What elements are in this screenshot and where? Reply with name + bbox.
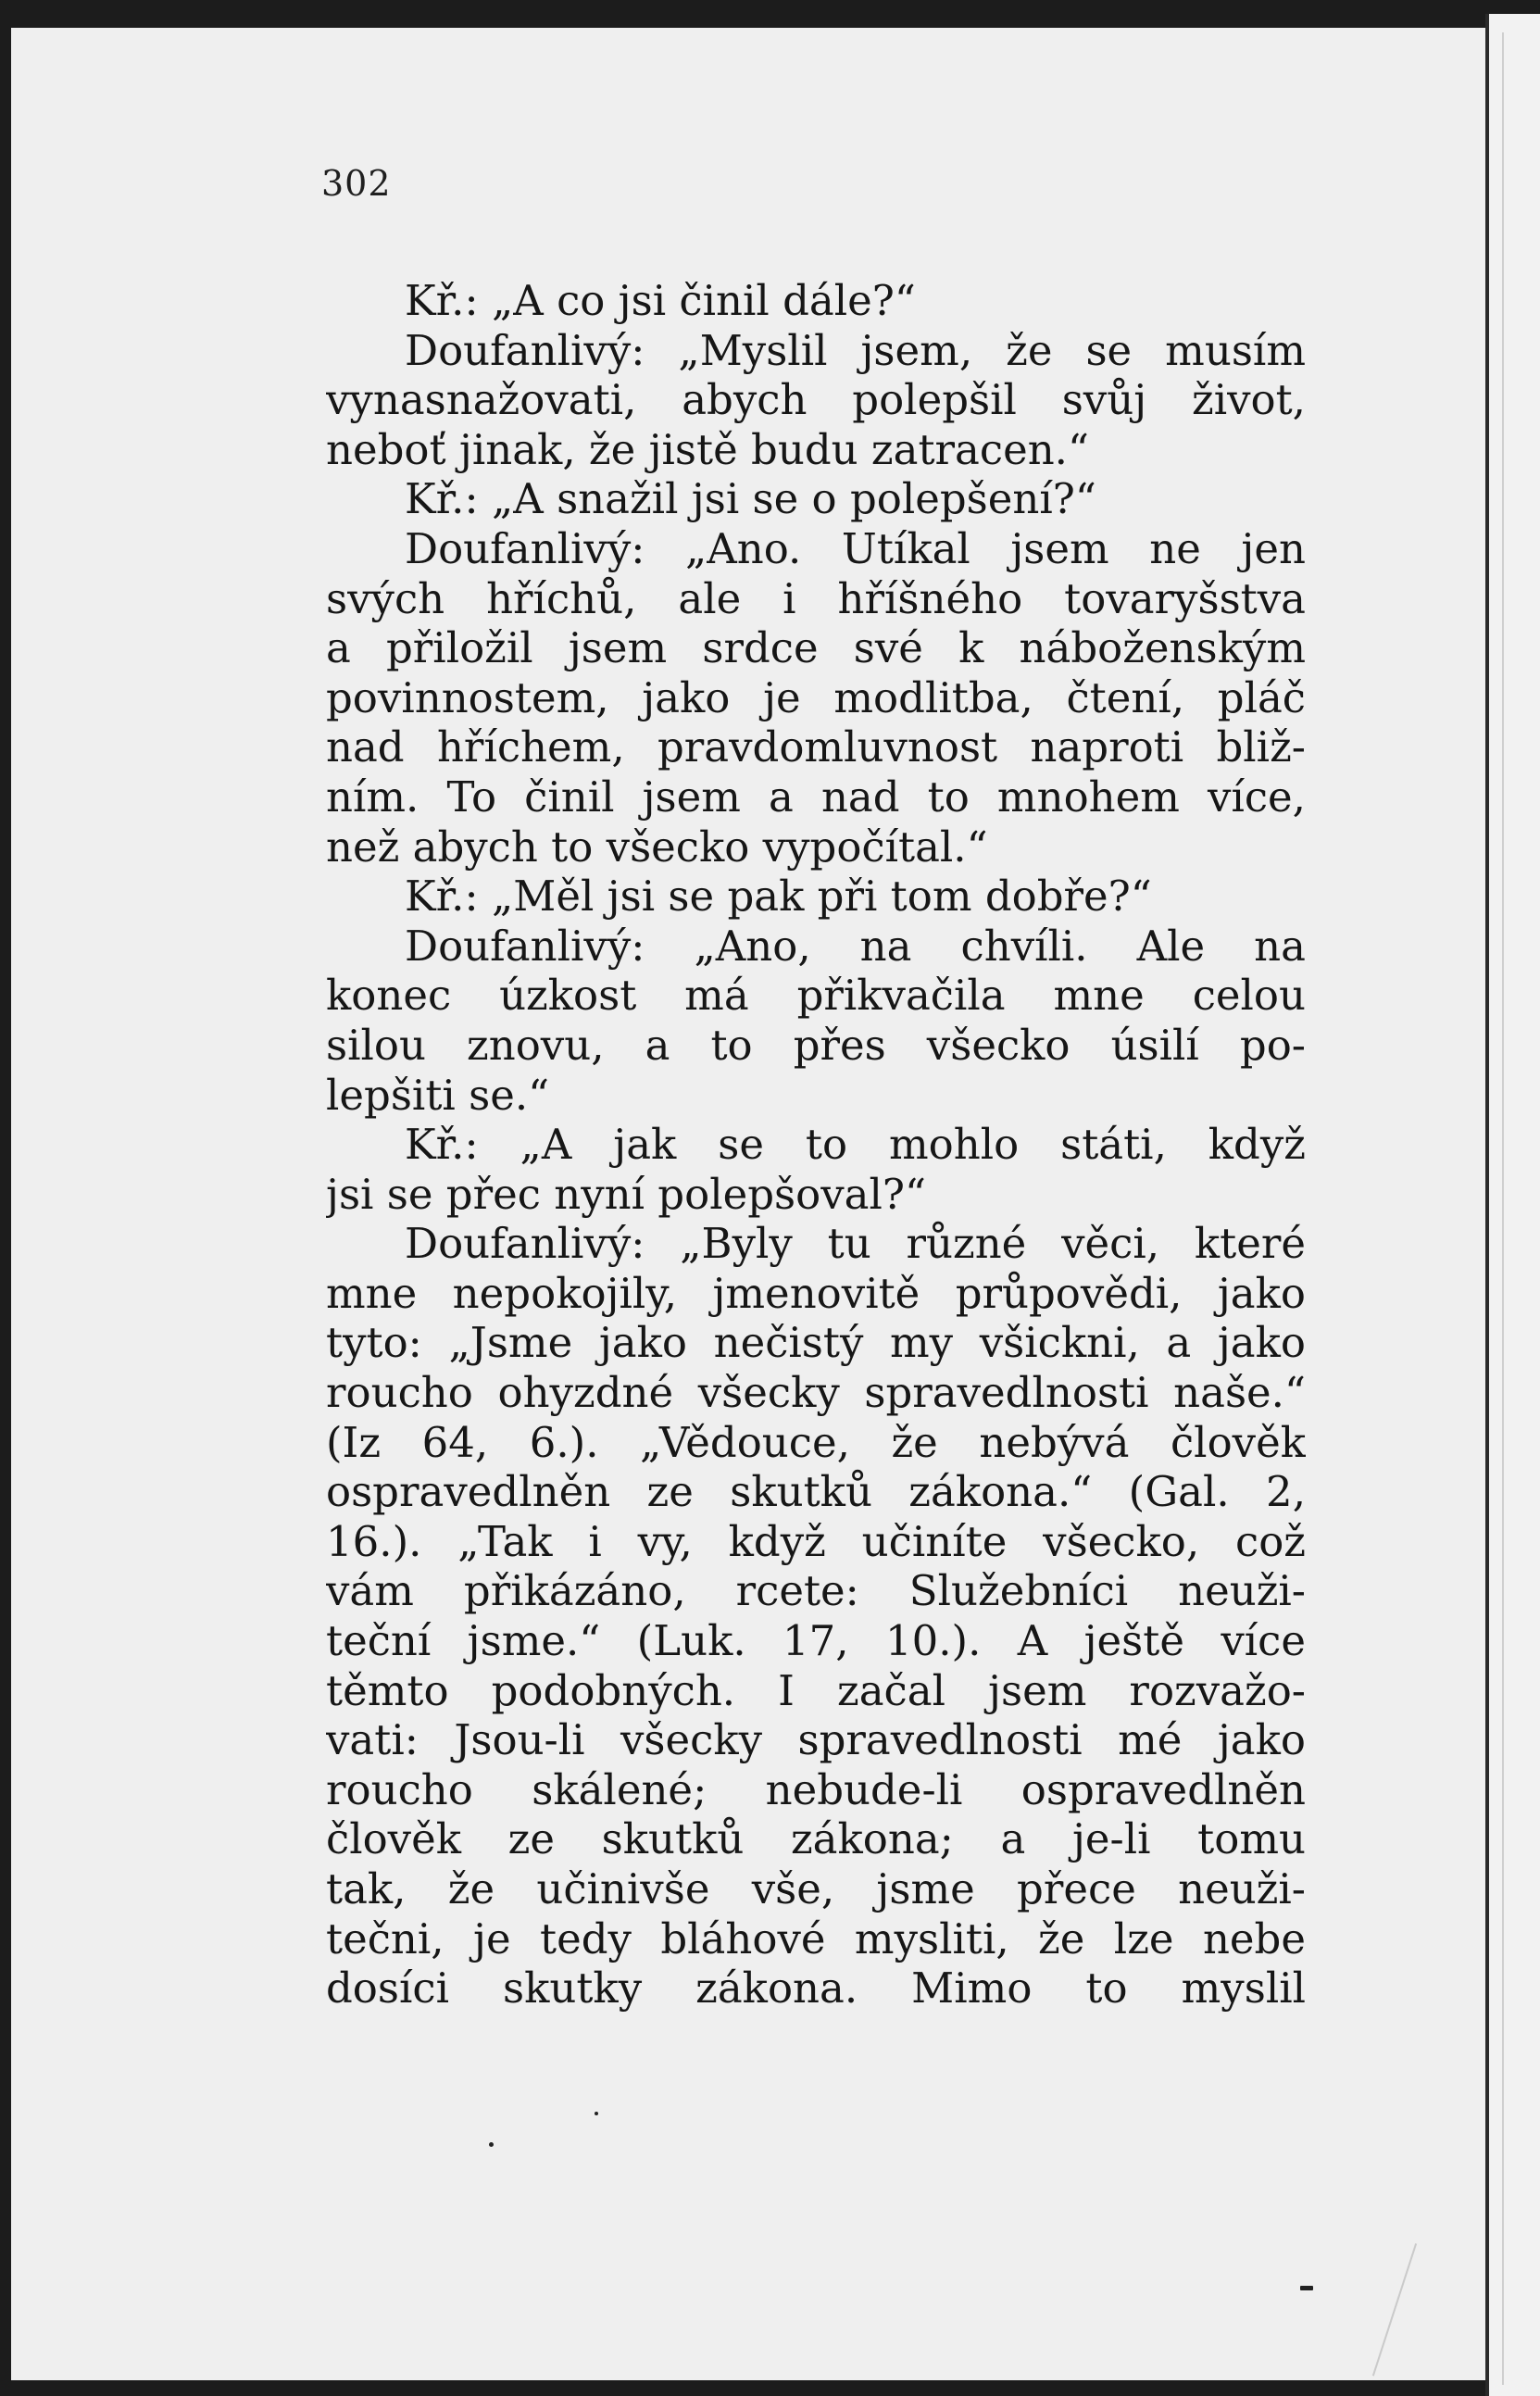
text-line: ospravedlněn ze skutků zákona.“ (Gal. 2, (326, 1467, 1306, 1517)
text-line: roucho ohyzdné všecky spravedlnosti naše.“ (326, 1368, 1306, 1418)
text-line: 16.). „Tak i vy, když učiníte všecko, což (326, 1516, 1306, 1566)
text-line: Kř.: „A co jsi činil dále?“ (405, 276, 916, 325)
text-line: mne nepokojily, jmenovitě průpovědi, jako (326, 1268, 1306, 1318)
ink-speck (489, 2142, 494, 2147)
text-line: silou znovu, a to přes všecko úsilí po- (326, 1020, 1306, 1070)
text-line: Doufanlivý: „Myslil jsem, že se musím (405, 325, 1306, 375)
text-line: ním. To činil jsem a nad to mnohem více, (326, 771, 1306, 822)
text-line: povinnostem, jako je modlitba, čtení, pláč (326, 672, 1306, 722)
text-line: než abych to všecko vypočítal.“ (326, 822, 988, 872)
text-line: Kř.: „Měl jsi se pak při tom dobře?“ (405, 872, 1152, 922)
text-line: teční jsme.“ (Luk. 17, 10.). A ještě více (326, 1616, 1306, 1666)
text-line: (Iz 64, 6.). „Vědouce, že nebývá člověk (326, 1417, 1306, 1467)
ink-speck (595, 2112, 598, 2115)
text-line: Doufanlivý: „Ano. Utíkal jsem ne jen (405, 523, 1306, 573)
book-page (11, 28, 1485, 2380)
text-line: těmto podobných. I začal jsem rozvažo- (326, 1665, 1306, 1715)
text-line: jsi se přec nyní polepšoval?“ (326, 1169, 926, 1219)
text-line: tak, že učinivše vše, jsme přece neuži- (326, 1864, 1306, 1913)
text-line: nad hříchem, pravdomluvnost naproti bliž- (326, 722, 1306, 772)
scan-scratch (1372, 2243, 1452, 2388)
facing-page-edge (1485, 14, 1540, 2396)
text-line: člověk ze skutků zákona; a je-li tomu (326, 1814, 1306, 1864)
text-line: Doufanlivý: „Byly tu různé věci, které (405, 1219, 1306, 1269)
text-line: roucho skálené; nebude-li ospravedlněn (326, 1764, 1306, 1814)
body-text (326, 276, 1306, 2013)
text-line: lepšiti se.“ (326, 1070, 550, 1120)
text-line: Kř.: „A snažil jsi se o polepšení?“ (405, 474, 1096, 524)
text-line: vynasnažovati, abych polepšil svůj život, (326, 375, 1306, 425)
page-number: 302 (321, 163, 392, 204)
text-line: vati: Jsou-li všecky spravedlnosti mé jako (326, 1715, 1306, 1765)
text-line: neboť jinak, že jistě budu zatracen.“ (326, 424, 1089, 474)
page-edge-line (1502, 32, 1504, 2385)
text-line: konec úzkost má přikvačila mne celou (326, 971, 1306, 1021)
text-line: a přiložil jsem srdce své k náboženským (326, 623, 1306, 673)
text-line: Kř.: „A jak se to mohlo státi, když (405, 1120, 1306, 1170)
text-line: svých hříchů, ale i hříšného tovaryšstva (326, 573, 1306, 623)
ink-speck (1300, 2286, 1313, 2290)
text-line: vám přikázáno, rcete: Služebníci neuži- (326, 1566, 1306, 1616)
text-line: tečni, je tedy bláhové mysliti, že lze nebe (326, 1913, 1306, 1963)
text-line: Doufanlivý: „Ano, na chvíli. Ale na (405, 921, 1306, 971)
text-line: dosíci skutky zákona. Mimo to myslil (326, 1963, 1306, 2013)
text-line: tyto: „Jsme jako nečistý my všickni, a jako (326, 1318, 1306, 1368)
